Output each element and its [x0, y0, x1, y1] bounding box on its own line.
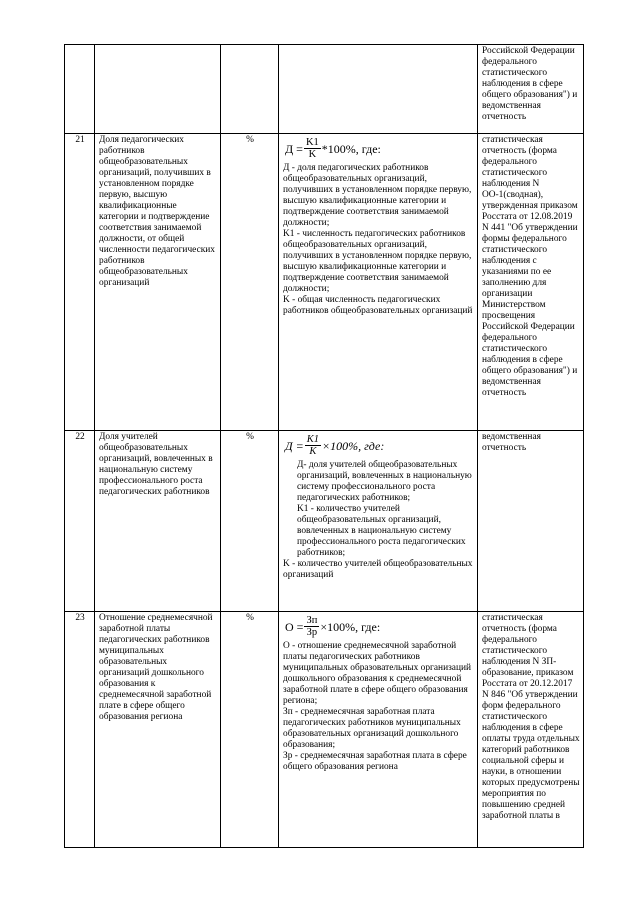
- formula-numerator: Зп: [306, 615, 318, 626]
- data-source: статистическая отчетность (форма федерального статистического наблюдения N ОО-1(сводная), утвержденная приказом Росстата от 12.08.2019 N 441 "Об утверждении формы федерального статистического наблюдения с указаниями по ее заполнению для организации Министерством просвещения Российской Федерации федерального статистического наблюдения в сфере общего образования") и ведомственная отчетность: [478, 134, 584, 431]
- calculation-method: [279, 134, 478, 431]
- method-line: K1 - количество учителей общеобразовательных организаций, вовлеченных в национальную систему профессионального роста педагогических работников;: [297, 504, 466, 558]
- calculation-method: [279, 612, 478, 848]
- formula-rhs: ×100%, где:: [320, 619, 381, 634]
- formula-lhs: О =: [285, 619, 304, 634]
- table-row: [65, 431, 584, 612]
- indicator-name: Доля учителей общеобразовательных организаций, вовлеченных в национальную систему профессионального роста педагогических работников: [95, 431, 221, 612]
- row-number: 23: [65, 612, 95, 848]
- method-line: K1 - численность педагогических работников общеобразовательных организаций, получивших в установленном порядке первую, высшую квалификационные категории и подтверждение соответствия занимаемой должности;: [283, 229, 472, 294]
- formula: [285, 434, 474, 457]
- table-row: [65, 45, 584, 134]
- data-source: статистическая отчетность (форма федерального статистического наблюдения N ЗП-образование, приказом Росстата от 20.12.2017 N 846 "Об утверждении форм федерального статистического наблюдения в сфере оплаты труда отдельных категорий работников социальной сферы и науки, в отношении которых предусмотрены мероприятия по повышению средней заработной платы в: [478, 612, 584, 848]
- formula-fraction: [304, 137, 321, 160]
- unit: %: [221, 612, 279, 848]
- formula-numerator: K1: [306, 434, 319, 445]
- method-line: K - общая численность педагогических работников общеобразовательных организаций: [283, 295, 473, 316]
- method-line: О - отношение среднемесячной заработной платы педагогических работников муниципальных образовательных организаций дошкольного образования к среднемесячной заработной плате в сфере общего образования региона;: [283, 641, 472, 706]
- formula-rhs: ×100%, где:: [322, 438, 385, 453]
- formula: [285, 137, 474, 160]
- data-source: ведомственная отчетность: [478, 431, 584, 612]
- row-number: 22: [65, 431, 95, 612]
- formula-denominator: Зр: [306, 627, 318, 638]
- formula: [285, 615, 474, 638]
- indicator-name: Доля педагогических работников общеобразовательных организаций, получивших в установленном порядке первую, высшую квалификационные категории и подтверждение соответствия занимаемой должности, от общей численности педагогических работников общеобразовательных организаций: [95, 134, 221, 431]
- formula-numerator: K1: [305, 137, 319, 148]
- formula-denominator: K: [309, 446, 317, 457]
- formula-fraction: [305, 434, 321, 457]
- formula-rhs: *100%, где:: [321, 141, 381, 156]
- unit: [221, 45, 279, 134]
- method-line: Зр - среднемесячная заработная плата в сфере общего образования региона: [283, 751, 467, 772]
- formula-denominator: K: [308, 149, 317, 160]
- unit: %: [221, 134, 279, 431]
- row-number: 21: [65, 134, 95, 431]
- formula-fraction: [304, 615, 319, 638]
- table-row: [65, 612, 584, 848]
- calculation-method: [279, 431, 478, 612]
- method-line: K - количество учителей общеобразовательных организаций: [283, 559, 473, 580]
- unit: %: [221, 431, 279, 612]
- row-number: [65, 45, 95, 134]
- data-source: Российской Федерации федерального статистического наблюдения в сфере общего образования") и ведомственная отчетность: [478, 45, 584, 134]
- method-line: Д - доля педагогических работников общеобразовательных организаций, получивших в установленном порядке первую, высшую квалификационные категории и подтверждение соответствия занимаемой должности;: [283, 163, 472, 228]
- calculation-method: [279, 45, 478, 134]
- indicators-table: [64, 44, 584, 848]
- method-line: Д- доля учителей общеобразовательных организаций, вовлеченных в национальную систему профессионального роста педагогических работников;: [297, 460, 472, 503]
- indicator-name: [95, 45, 221, 134]
- method-line: Зп - среднемесячная заработная плата педагогических работников муниципальных образовательных организаций дошкольного образования;: [283, 707, 461, 750]
- table-row: [65, 134, 584, 431]
- formula-lhs: Д =: [285, 438, 304, 453]
- formula-lhs: Д =: [285, 141, 303, 156]
- indicator-name: Отношение среднемесячной заработной платы педагогических работников муниципальных образовательных организаций дошкольного образования к среднемесячной заработной плате в сфере общего образования региона: [95, 612, 221, 848]
